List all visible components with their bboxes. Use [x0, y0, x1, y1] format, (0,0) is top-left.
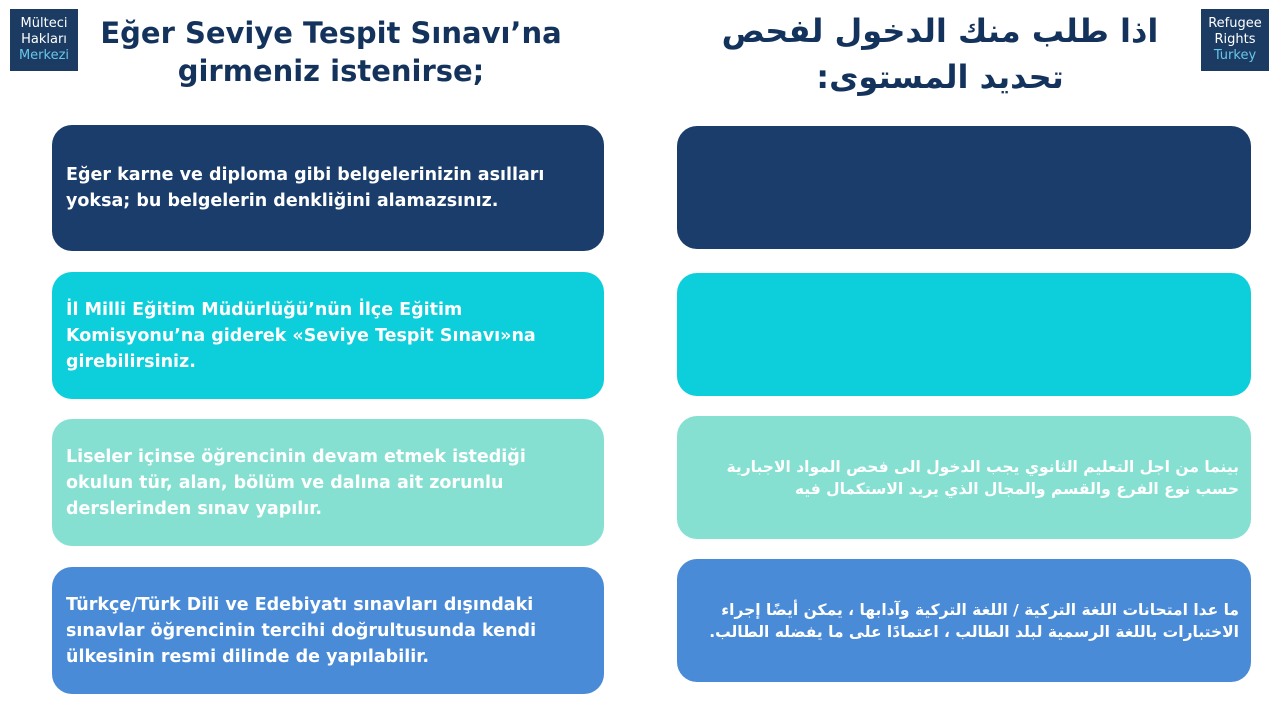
card-ar-1 [677, 126, 1251, 249]
logo-line: Merkezi [18, 48, 70, 63]
card-text: Eğer karne ve diploma gibi belgelerinizin asılları yoksa; bu belgelerin denkliğini alamazsınız. [66, 165, 545, 211]
logo-line: Turkey [1213, 48, 1257, 63]
logo-line: Rights [1214, 32, 1256, 47]
card-ar-3 [677, 416, 1251, 539]
card-tr-4 [52, 567, 604, 694]
card-text: Liseler içinse öğrencinin devam etmek istediği okulun tür, alan, bölüm ve dalına ait zorunlu derslerinden sınav yapılır. [66, 446, 526, 519]
card-tr-3 [52, 419, 604, 546]
title-arabic: اذا طلب منك الدخول لفحص تحديد المستوى: [721, 12, 1159, 96]
logo-multeci-haklari-merkezi [10, 9, 78, 71]
logo-line: Refugee [1208, 16, 1262, 31]
card-ar-4 [677, 559, 1251, 682]
card-text: Türkçe/Türk Dili ve Edebiyatı sınavları dışındaki sınavlar öğrencinin tercihi doğrultusunda kendi ülkesinin resmi dilinde de yapılabilir. [66, 594, 537, 667]
logo-refugee-rights-turkey [1201, 9, 1269, 71]
card-text: ما عدا امتحانات اللغة التركية / اللغة التركية وآدابها ، يمكن أيضًا إجراء الاختبارات باللغة الرسمية لبلد الطالب ، اعتمادًا على ما يفضله الطالب. [709, 600, 1239, 641]
card-text: بينما من اجل التعليم الثانوي يجب الدخول الى فحص المواد الاجبارية حسب نوع الفرع والقسم والمجال الذي يريد الاستكمال فيه [726, 457, 1239, 498]
logo-line: Mülteci [20, 16, 68, 31]
card-text: İl Milli Eğitim Müdürlüğü’nün İlçe Eğitim Komisyonu’na giderek «Seviye Tespit Sınavı»na girebilirsiniz. [66, 299, 536, 372]
card-tr-1 [52, 125, 604, 251]
card-ar-2 [677, 273, 1251, 396]
logo-line: Hakları [21, 32, 67, 47]
card-tr-2 [52, 272, 604, 399]
title-turkish: Eğer Seviye Tespit Sınavı’na girmeniz istenirse; [100, 16, 562, 88]
